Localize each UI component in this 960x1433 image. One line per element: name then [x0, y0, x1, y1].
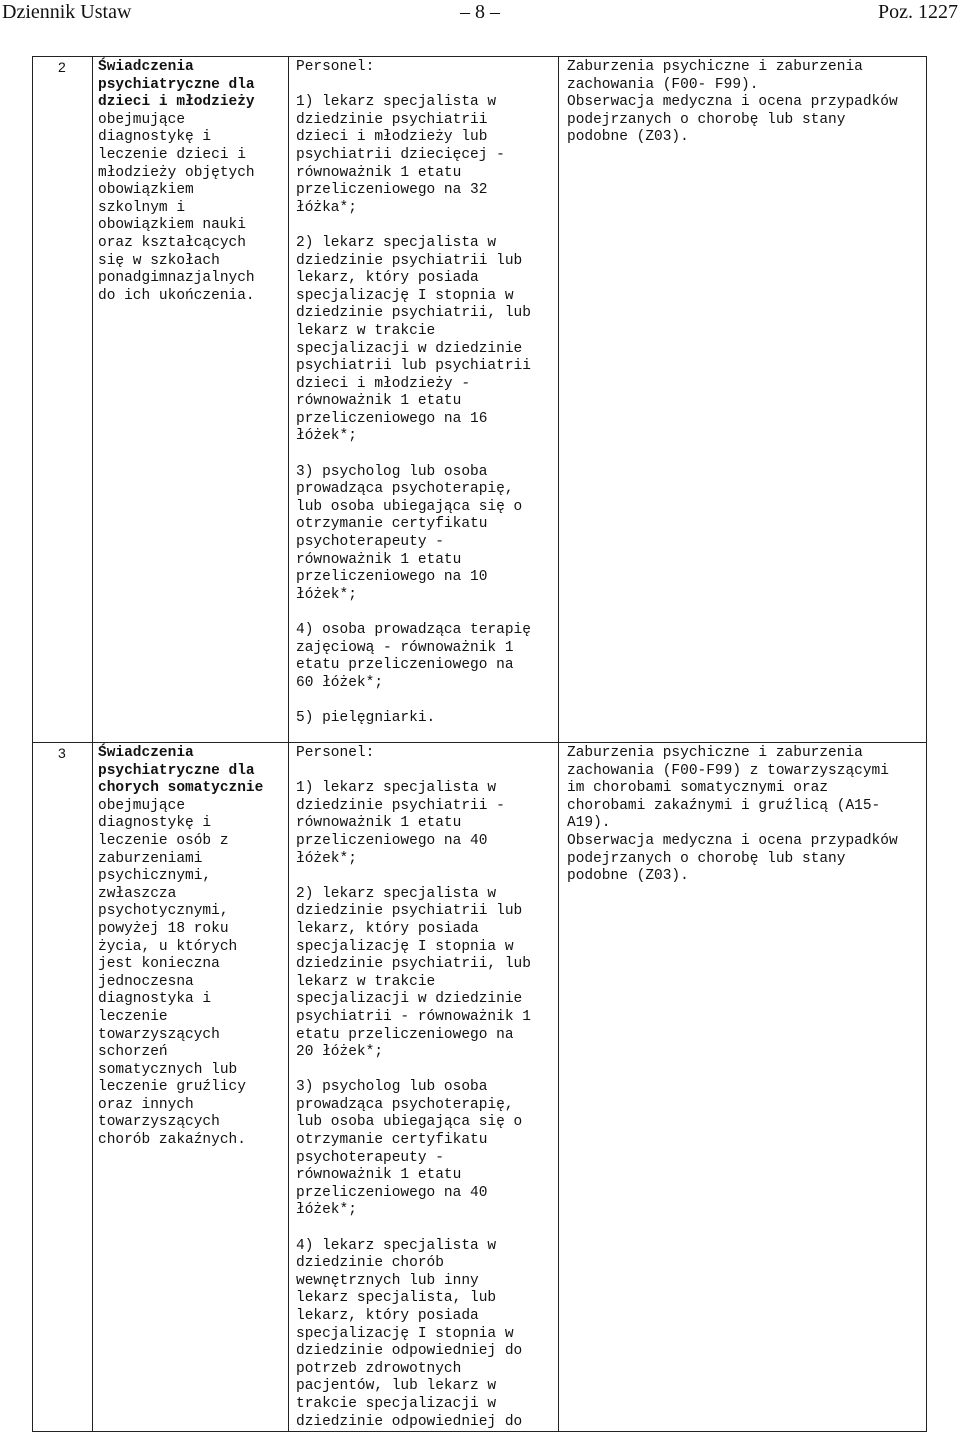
- table-row: [33, 57, 927, 743]
- table-row: [33, 743, 927, 1432]
- personnel-item: 1) lekarz specjalista w dziedzinie psychiatrii dzieci i młodzieży lub psychiatrii dziecięcej - równoważnik 1 etatu przeliczeniowego na 32 łóżka*;: [296, 94, 505, 216]
- personnel-item: 3) psycholog lub osoba prowadząca psychoterapię, lub osoba ubiegająca się o otrzymanie certyfikatu psychoterapeuty - równoważnik 1 etatu przeliczeniowego na 10 łóżek*;: [296, 463, 523, 603]
- service-description: obejmujące diagnostykę i leczenie dzieci i młodzieży objętych obowiązkiem szkolnym i obowiązkiem nauki oraz kształcących się w szkołach ponadgimnazjalnych do ich ukończenia.: [98, 111, 255, 304]
- services-table: [32, 56, 927, 1432]
- service-title: Świadczenia psychiatryczne dla dzieci i młodzieży: [98, 59, 255, 111]
- journal-name: Dziennik Ustaw: [2, 1, 132, 23]
- row-number: 2: [33, 57, 93, 743]
- row-number: 3: [33, 743, 93, 1432]
- service-cell: [93, 57, 289, 743]
- service-title: Świadczenia psychiatryczne dla chorych somatycznie: [98, 745, 264, 797]
- personnel-item: 5) pielęgniarki.: [296, 709, 436, 726]
- personnel-item: 2) lekarz specjalista w dziedzinie psychiatrii lub lekarz, który posiada specjalizację I stopnia w dziedzinie psychiatrii, lub lekarz w trakcie specjalizacji w dziedzinie psychiatrii - równoważnik 1 etatu przeliczeniowego na 20 łóżek*;: [296, 885, 531, 1061]
- position-number: Poz. 1227: [878, 1, 958, 23]
- personnel-label: Personel:: [296, 59, 375, 75]
- diagnoses-cell: Zaburzenia psychiczne i zaburzenia zachowania (F00- F99). Obserwacja medyczna i ocena przypadków podejrzanych o chorobę lub stany podobne (Z03).: [559, 57, 927, 743]
- personnel-item: 1) lekarz specjalista w dziedzinie psychiatrii - równoważnik 1 etatu przeliczeniowego na 40 łóżek*;: [296, 780, 505, 867]
- service-cell: [93, 743, 289, 1432]
- personnel-item: 4) osoba prowadząca terapię zajęciową - równoważnik 1 etatu przeliczeniowego na 60 łóżek*;: [296, 622, 531, 691]
- personnel-label: Personel:: [296, 745, 375, 761]
- service-description: obejmujące diagnostykę i leczenie osób z zaburzeniami psychicznymi, zwłaszcza psychotycznymi, powyżej 18 roku życia, u których jest konieczna jednoczesna diagnostyka i leczenie towarzyszących schorzeń somatycznych lub leczenie gruźlicy oraz innych towarzyszących chorób zakaźnych.: [98, 797, 246, 1149]
- diagnoses-cell: Zaburzenia psychiczne i zaburzenia zachowania (F00-F99) z towarzyszącymi im chorobami somatycznymi oraz chorobami zakaźnymi i gruźlicą (A15- A19). Obserwacja medyczna i ocena przypadków podejrzanych o chorobę lub stany podobne (Z03).: [559, 743, 927, 1432]
- personnel-item: 2) lekarz specjalista w dziedzinie psychiatrii lub lekarz, który posiada specjalizację I stopnia w dziedzinie psychiatrii, lub lekarz w trakcie specjalizacji w dziedzinie psychiatrii lub psychiatrii dzieci i młodzieży - równoważnik 1 etatu przeliczeniowego na 16 łóżek*;: [296, 234, 531, 445]
- personnel-item: 3) psycholog lub osoba prowadząca psychoterapię, lub osoba ubiegająca się o otrzymanie certyfikatu psychoterapeuty - równoważnik 1 etatu przeliczeniowego na 40 łóżek*;: [296, 1079, 523, 1219]
- personnel-cell: [289, 57, 559, 743]
- personnel-cell: [289, 743, 559, 1432]
- page-number: – 8 –: [460, 1, 500, 23]
- personnel-item: 4) lekarz specjalista w dziedzinie chorób wewnętrznych lub inny lekarz specjalista, lub lekarz, który posiada specjalizację I stopnia w dziedzinie odpowiedniej do potrzeb zdrowotnych pacjentów, lub lekarz w trakcie specjalizacji w dziedzinie odpowiedniej do: [296, 1237, 523, 1430]
- page-header: [0, 0, 960, 28]
